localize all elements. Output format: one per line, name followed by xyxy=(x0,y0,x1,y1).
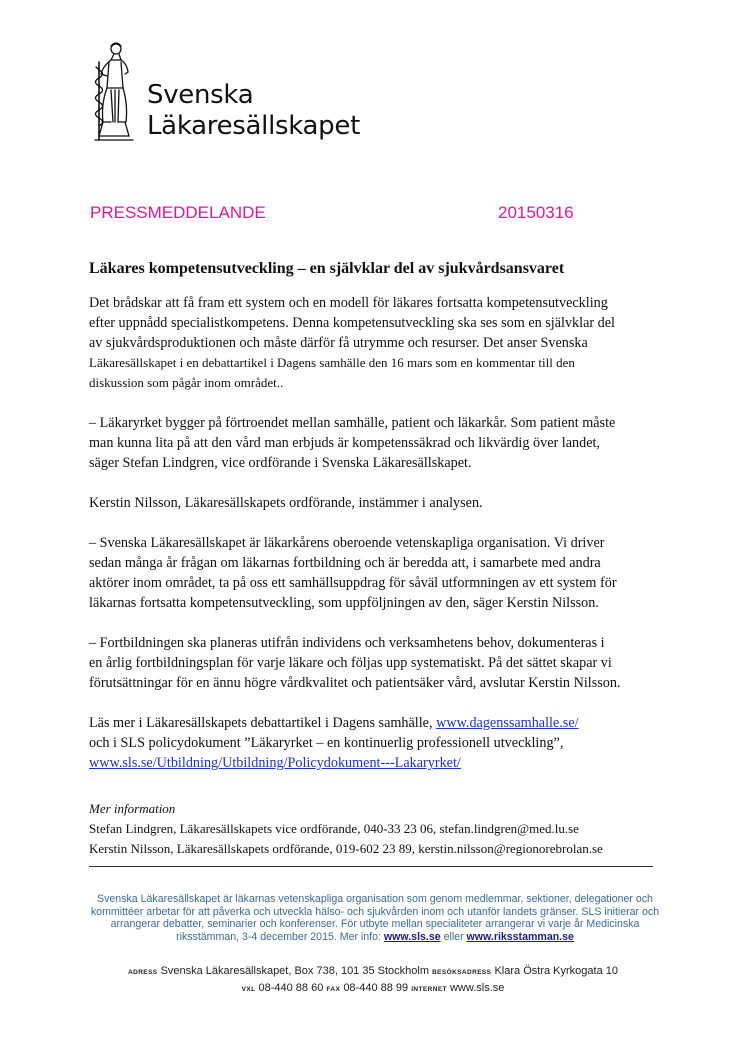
logo-line-1: Svenska xyxy=(147,80,254,110)
read-more-line xyxy=(89,713,669,733)
footer-line: kommittéer arbetar för att påverka och utveckla hälso- och sjukvården inom och utanför landets gränser. SLS initierar och xyxy=(90,905,660,918)
fax-label: FAX xyxy=(326,986,341,993)
contact-nilsson: Kerstin Nilsson, Läkaresällskapets ordförande, 019-602 23 89, kerstin.nilsson@regionorebrolan.se xyxy=(89,841,603,856)
internet-label: INTERNET xyxy=(411,986,447,993)
text-line: – Svenska Läkaresällskapet är läkarkårens oberoende vetenskapliga organisation. Vi driver xyxy=(89,535,605,551)
address-label: ADRESS xyxy=(128,969,158,976)
contact-numbers xyxy=(0,982,746,994)
read-more-text: Läs mer i Läkaresällskapets debattartikel i Dagens samhälle, xyxy=(89,715,437,731)
text-line: – Läkaryrket bygger på förtroendet mellan samhälle, patient och läkarkår. Som patient måste xyxy=(89,415,616,431)
text-line: en årlig fortbildningsplan för varje läkare och följas upp systematiskt. På det sättet skapar vi xyxy=(89,655,612,671)
paragraph-quote-nilsson-1 xyxy=(89,533,669,613)
dagens-samhalle-link[interactable]: www.dagenssamhalle.se/ xyxy=(436,715,579,731)
more-information xyxy=(89,799,669,859)
phone-label: VXL xyxy=(241,986,256,993)
paragraph-intro xyxy=(89,293,669,393)
text-line: av sjukvårdsproduktionen och måste därför få utrymme och resurser. Det anser Svenska xyxy=(89,335,588,351)
press-release-label: PRESSMEDDELANDE xyxy=(90,203,266,222)
text-line: Läkaresällskapet i en debattartikel i Dagens samhälle den 16 mars som en kommentar till den xyxy=(89,355,575,370)
contact-lindgren: Stefan Lindgren, Läkaresällskapets vice ordförande, 040-33 23 06, stefan.lindgren@med.lu.se xyxy=(89,821,579,836)
riksstamman-link[interactable]: www.riksstamman.se xyxy=(466,930,574,943)
visit-address-label: BESÖKSADRESS xyxy=(432,969,492,976)
organization-name xyxy=(147,80,360,142)
text-line: efter uppnådd specialistkompetens. Denna kompetensutveckling ska ses som en självklar del xyxy=(89,315,615,331)
logo-line-2: Läkaresällskapet xyxy=(147,111,360,141)
organization-logo xyxy=(85,40,360,144)
text-line: Kerstin Nilsson, Läkaresällskapets ordförande, instämmer i analysen. xyxy=(89,495,483,511)
text-line: Det brådskar att få fram ett system och en modell för läkares fortsatta kompetensutveckling xyxy=(89,295,608,311)
article-title: Läkares kompetensutveckling – en självklar del av sjukvårdsansvaret xyxy=(89,260,565,277)
visit-address-value: Klara Östra Kyrkogata 10 xyxy=(494,965,618,977)
more-information-heading: Mer information xyxy=(89,801,176,816)
fax-value: 08-440 88 99 xyxy=(343,982,409,994)
footer-line xyxy=(80,931,670,944)
footer-line: arrangerar debatter, seminarier och konferenser. För utbyte mellan specialiteter arrangerar vi varje år Medicinska xyxy=(110,918,640,930)
footer-about xyxy=(80,893,670,943)
sls-website-link[interactable]: www.sls.se xyxy=(383,930,441,943)
text-line: och i SLS policydokument ”Läkaryrket – en kontinuerlig professionell utveckling”, xyxy=(89,735,564,751)
press-release-date: 20150316 xyxy=(498,203,574,222)
postal-address xyxy=(0,965,746,977)
text-line: sedan många år frågan om läkarnas fortbildning och är beredda att, i samarbete med andra xyxy=(89,555,601,571)
paragraph-quote-lindgren xyxy=(89,413,669,473)
read-more-line xyxy=(89,753,669,773)
text-line: säger Stefan Lindgren, vice ordförande i Svenska Läkaresällskapet. xyxy=(89,455,472,471)
text-line: – Fortbildningen ska planeras utifrån individens och verksamhetens behov, dokumenteras i xyxy=(89,635,605,651)
asclepius-statue-icon xyxy=(85,40,145,144)
paragraph-read-more xyxy=(89,713,669,773)
press-release-header xyxy=(90,203,650,223)
sls-policy-link[interactable]: www.sls.se/Utbildning/Utbildning/Policydokument---Lakaryrket/ xyxy=(89,755,461,771)
text-line: läkarnas fortsatta kompetensutveckling, som uppföljningen av den, säger Kerstin Nilsson. xyxy=(89,595,599,611)
article-body xyxy=(89,293,669,793)
text-line: aktörer inom området, ta på oss ett samhällsuppdrag för såväl utformningen av ett system för xyxy=(89,575,617,591)
text-line: man kunna lita på att den vård man erbjuds är kompetenssäkrad och likvärdig över landet, xyxy=(89,435,600,451)
footer-line: Svenska Läkaresällskapet är läkarnas vetenskapliga organisation som genom medlemmar, sektioner, delegationer och xyxy=(97,893,653,905)
paragraph-quote-nilsson-2 xyxy=(89,633,669,693)
internet-value: www.sls.se xyxy=(449,982,505,994)
divider xyxy=(89,866,653,867)
phone-value: 08-440 88 60 xyxy=(258,982,324,994)
paragraph-nilsson-agrees xyxy=(89,493,669,513)
footer-line-text: riksstämman, 3-4 december 2015. Mer info: xyxy=(176,930,384,943)
text-line: diskussion som pågår inom området.. xyxy=(89,375,284,390)
footer-link-separator: eller xyxy=(440,930,467,943)
address-value: Svenska Läkaresällskapet, Box 738, 101 35 Stockholm xyxy=(160,965,429,977)
text-line: förutsättningar för en ännu högre vårdkvalitet och patientsäker vård, avslutar Kerstin Nilsson. xyxy=(89,675,621,691)
